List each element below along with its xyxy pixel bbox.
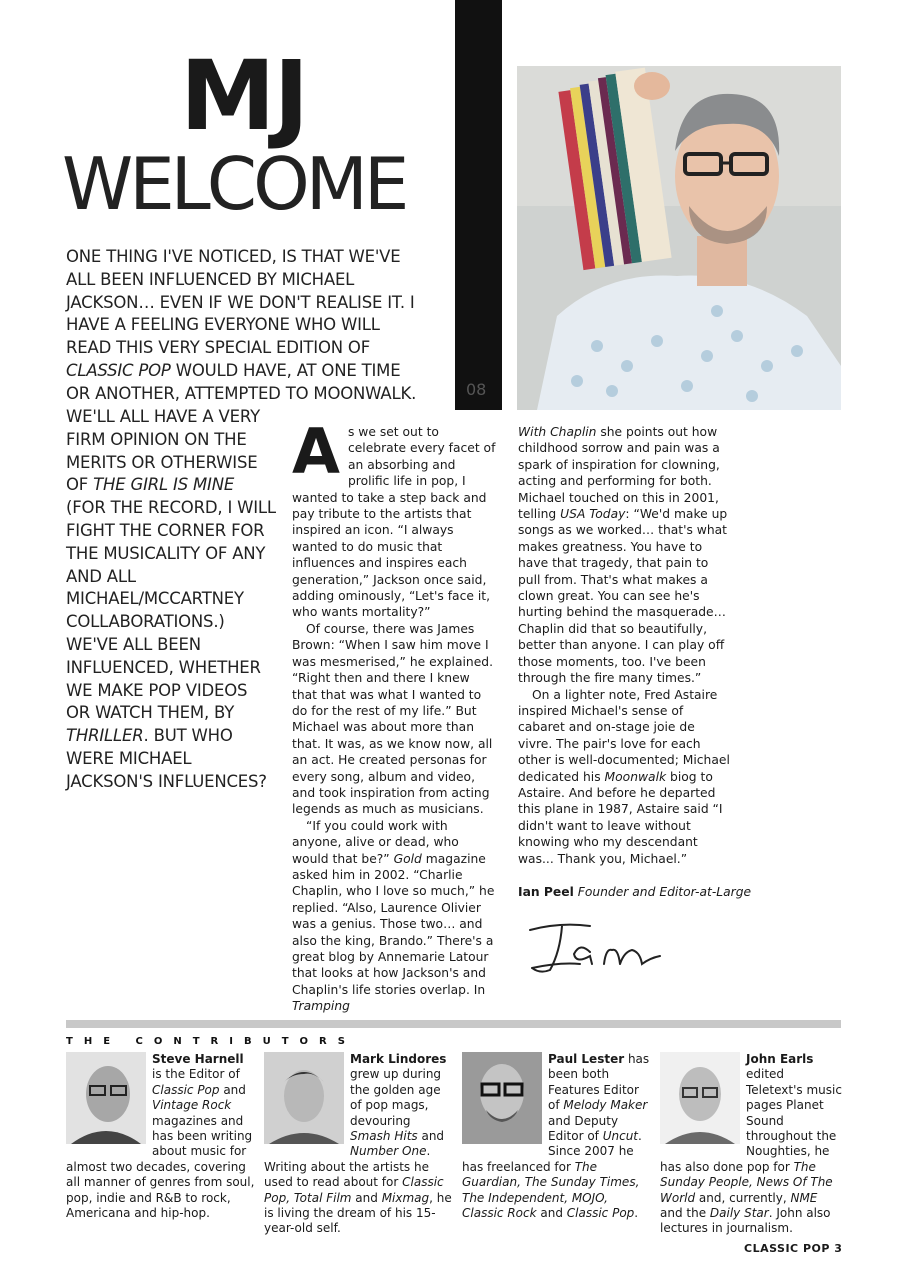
article-c2-p2b: biog to Astaire. And before he departed this plane in 1987, Astaire said “I didn't want to leave without knowing who my descendant was... Thank you, Michael.”: [518, 769, 723, 866]
contributor-john-earls: [660, 1052, 842, 1237]
bio-text: . John also lectures in journalism.: [660, 1206, 831, 1236]
intro-girl-is-mine: THE GIRL IS MINE: [93, 475, 235, 495]
drop-cap: A: [292, 415, 340, 488]
bio-text: and the: [660, 1206, 710, 1221]
intro-cont3: . BUT WHO WERE MICHAEL JACKSON'S INFLUENCES?: [66, 726, 267, 791]
footer-magazine: CLASSIC POP: [744, 1242, 830, 1255]
article-c2-p2a: On a lighter note, Fred Astaire inspired Michael's sense of cabaret and on-stage joie de vivre. The pair's love for each other is well-documented; Michael dedicated his: [518, 687, 730, 784]
bio-italic: The Sunday People, News Of The World: [660, 1159, 833, 1205]
title-mj: MJ: [180, 40, 308, 152]
article-c2-p1a: she points out how childhood sorrow and pain was a spark of inspiration for clowning, acting and performing for both. Michael touched on this in 2001, telling: [518, 425, 720, 522]
bio-text: .: [634, 1206, 639, 1221]
sign-off: [518, 884, 751, 900]
article-gold: Gold: [393, 851, 422, 866]
bio-italic: Classic Pop: [152, 1082, 220, 1097]
editor-with-records-illustration: [517, 66, 841, 410]
bio-italic: Daily Star: [709, 1206, 769, 1221]
intro-line2: WOULD HAVE, AT ONE TIME OR ANOTHER, ATTEMPTED TO MOONWALK.: [66, 360, 417, 403]
intro-cont1: WE'LL ALL HAVE A VERY FIRM OPINION ON THE MERITS OR OTHERWISE OF: [66, 407, 260, 495]
bio-italic: Vintage Rock: [152, 1098, 232, 1113]
sign-name: Ian Peel: [518, 885, 574, 899]
contributor-name: Steve Harnell: [152, 1052, 244, 1066]
footer: [744, 1242, 842, 1255]
signature-ian: [520, 912, 670, 978]
article-p2: Of course, there was James Brown: “When I saw him move I was mesmerised,” he explained. “Right then and there I knew that that was what I wanted to do for the rest of my life.” But Michael was about more than that. It was, as we know now, all an act. He created personas for every song, album and video, and took inspiration from acting legends as much as musicians.: [292, 621, 493, 817]
title-welcome: WELCOME: [62, 142, 406, 226]
bio-italic: Smash Hits: [350, 1129, 418, 1144]
page-number-08: 08: [466, 380, 487, 399]
bio-italic: Melody Maker: [563, 1098, 648, 1113]
bio-text: magazines and has been writing about music for almost two decades, covering all manner of genres from soul, pop, indie and R&B to rock, Americana and hip-hop.: [66, 1113, 255, 1221]
article-c2-p1b: : “We'd make up songs as we worked… that's what makes greatness. You have to have that tragedy, that pain to pull from. That's what makes a clown great. You can see he's hurting behind the masquerade… Chaplin did that so beautifully, better than anyone. I can play off those moments, too. I've been through the fire many times.”: [518, 507, 728, 686]
article-column-1: [292, 415, 498, 1015]
bio-text: and: [536, 1206, 567, 1221]
bio-text: . Writing about the artists he used to read about for: [264, 1144, 431, 1190]
bio-text: has been both Features Editor of: [548, 1052, 650, 1113]
bio-italic: NME: [790, 1190, 818, 1205]
bio-text: and: [219, 1082, 246, 1097]
bio-text: . Since 2007 he has freelanced for: [462, 1129, 642, 1174]
contributor-name: Paul Lester: [548, 1052, 625, 1066]
bio-italic: Mixmag: [381, 1190, 430, 1205]
bio-italic: Classic Pop: [566, 1206, 635, 1221]
contributors-divider: [66, 1020, 841, 1028]
vertical-black-bar: [455, 0, 502, 410]
article-p3a: “If you could work with anyone, alive or dead, who would that be?”: [292, 818, 459, 866]
contributor-photo: [66, 1052, 146, 1144]
footer-page-number: 3: [834, 1242, 843, 1255]
bio-text: grew up during the golden age of pop mags, devouring: [350, 1067, 442, 1128]
intro-line1: ONE THING I'VE NOTICED, IS THAT WE'VE ALL BEEN INFLUENCED BY MICHAEL JACKSON… EVEN IF WE DON'T REALISE IT. I HAVE A FEELING EVERYONE WHO WILL READ THIS VERY SPECIAL EDITION OF: [66, 247, 415, 358]
contributors-label: THE CONTRIBUTORS: [66, 1036, 356, 1047]
article-moonwalk: Moonwalk: [604, 769, 667, 784]
contributor-name: Mark Lindores: [350, 1052, 447, 1066]
bio-italic: Classic Pop, Total Film: [264, 1175, 444, 1205]
contributor-mark-lindores: [264, 1052, 454, 1237]
contributor-paul-lester: [462, 1052, 652, 1221]
bio-text: , he is living the dream of his 15-year-old self.: [264, 1190, 452, 1236]
intro-thriller: THRILLER: [66, 726, 144, 746]
bio-text: edited Teletext's music pages Planet Sound throughout the Noughties, he has also done pop for: [660, 1067, 842, 1174]
contributor-photo: [264, 1052, 344, 1144]
article-p1: s we set out to celebrate every facet of an absorbing and prolific life in pop, I wanted to take a step back and pay tribute to the artists that inspired an icon. “I always wanted to do music that influences and inspires each generation,” Jackson once said, adding ominously, “Let's face it, who wants mortality?”: [292, 425, 496, 620]
bio-italic: Uncut: [602, 1129, 639, 1144]
article-usa-today: USA Today: [560, 507, 626, 522]
contributor-name: John Earls: [746, 1052, 814, 1066]
article-p3b: magazine asked him in 2002. “Charlie Chaplin, who I love so much,” he replied. “Also, Laurence Olivier was a genius. Those two… and also the king, Brando.” There's a great blog by Annemarie Latour that looks at how Jackson's and Chaplin's life stories overlap. In: [292, 851, 495, 997]
contributor-photo: [660, 1052, 740, 1144]
editor-photo: [517, 66, 841, 410]
bio-text: and: [351, 1190, 382, 1205]
bio-text: and Deputy Editor of: [548, 1113, 619, 1144]
intro-text: [66, 246, 426, 406]
article-with-chaplin: With Chaplin: [518, 425, 597, 439]
bio-italic: The Guardian, The Sunday Times, The Independent, MOJO, Classic Rock: [462, 1159, 640, 1221]
intro-classic-pop: CLASSIC POP: [66, 360, 171, 380]
sign-title: Founder and Editor-at-Large: [577, 885, 752, 899]
bio-text: and: [417, 1129, 445, 1144]
contributor-photo: [462, 1052, 542, 1144]
intro-cont2: (FOR THE RECORD, I WILL FIGHT THE CORNER FOR THE MUSICALITY OF ANY AND ALL MICHAEL/MCCARTNEY COLLABORATIONS.) WE'VE ALL BEEN INFLUENCED, WHETHER WE MAKE POP VIDEOS OR WATCH THEM, BY: [66, 498, 276, 723]
bio-text: is the Editor of: [152, 1067, 240, 1082]
contributor-steve-harnell: [66, 1052, 256, 1221]
bio-italic: Number One: [350, 1144, 427, 1159]
article-tramping: Tramping: [292, 999, 350, 1014]
bio-text: and, currently,: [695, 1190, 791, 1205]
intro-text-continued: [66, 406, 276, 794]
article-column-2: [518, 424, 732, 867]
